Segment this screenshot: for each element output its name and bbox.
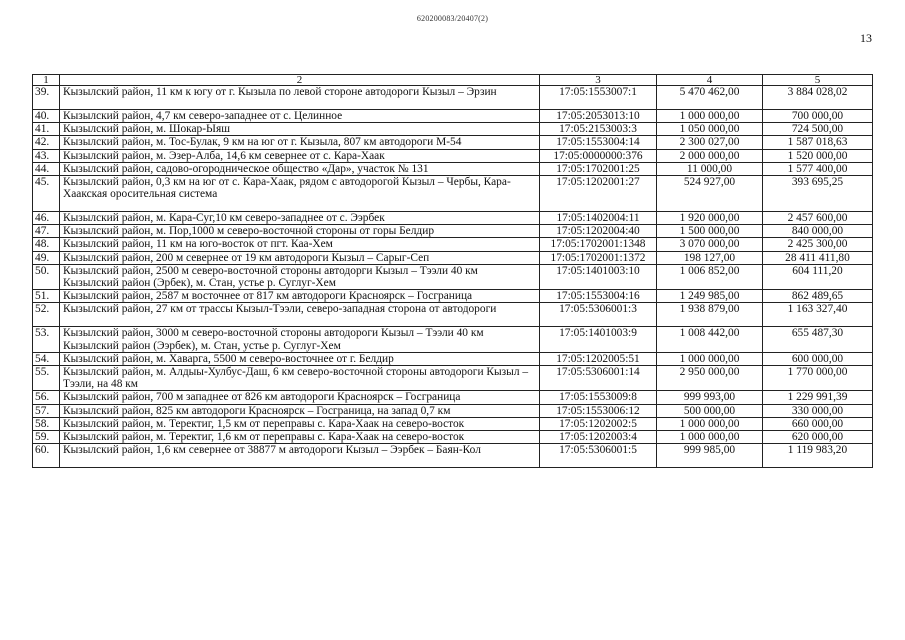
value-b-cell: 1 577 400,00 (763, 162, 873, 175)
table-row (33, 264, 873, 289)
value-b-cell: 862 489,65 (763, 290, 873, 303)
table-row (33, 162, 873, 175)
column-header: 2 (60, 75, 540, 86)
row-number: 47. (33, 225, 60, 238)
table-row (33, 391, 873, 404)
location-cell: Кызылский район, м. Теректиг, 1,5 км от переправы с. Кара-Хаак на северо-восток (60, 417, 540, 430)
row-number: 39. (33, 86, 60, 110)
value-a-cell: 1 008 442,00 (657, 327, 763, 352)
row-number: 45. (33, 176, 60, 212)
value-a-cell: 5 470 462,00 (657, 86, 763, 110)
location-cell: Кызылский район, 27 км от трассы Кызыл-Тээли, северо-западная сторона от автодороги (60, 303, 540, 327)
location-cell: Кызылский район, 1,6 км севернее от 38877 м автодороги Кызыл – Ээрбек – Баян-Кол (60, 444, 540, 468)
table-row (33, 212, 873, 225)
value-a-cell: 1 000 000,00 (657, 431, 763, 444)
location-cell: Кызылский район, 2500 м северо-восточной стороны автодорги Кызыл – Тээли 40 км Кызылский район (Эрбек), м. Стан, устье р. Суглуг-Хем (60, 264, 540, 289)
value-b-cell: 330 000,00 (763, 404, 873, 417)
cadastral-number-cell: 17:05:2153003:3 (540, 123, 657, 136)
table-row (33, 238, 873, 251)
table-row (33, 366, 873, 391)
cadastral-number-cell: 17:05:1202002:5 (540, 417, 657, 430)
location-cell: Кызылский район, 825 км автодороги Красноярск – Госграница, на запад 0,7 км (60, 404, 540, 417)
value-a-cell: 1 500 000,00 (657, 225, 763, 238)
table-row (33, 431, 873, 444)
table-row (33, 149, 873, 162)
value-a-cell: 1 000 000,00 (657, 417, 763, 430)
column-header: 4 (657, 75, 763, 86)
value-b-cell: 840 000,00 (763, 225, 873, 238)
value-a-cell: 999 985,00 (657, 444, 763, 468)
value-b-cell: 1 229 991,39 (763, 391, 873, 404)
row-number: 57. (33, 404, 60, 417)
column-header: 5 (763, 75, 873, 86)
cadastral-number-cell: 17:05:1202004:40 (540, 225, 657, 238)
value-b-cell: 1 520 000,00 (763, 149, 873, 162)
row-number: 54. (33, 352, 60, 365)
cadastral-number-cell: 17:05:1553009:8 (540, 391, 657, 404)
value-b-cell: 1 587 018,63 (763, 136, 873, 149)
row-number: 42. (33, 136, 60, 149)
value-a-cell: 1 249 985,00 (657, 290, 763, 303)
table-row (33, 110, 873, 123)
location-cell: Кызылский район, 11 км к югу от г. Кызыла по левой стороне автодороги Кызыл – Эрзин (60, 86, 540, 110)
column-header: 1 (33, 75, 60, 86)
value-a-cell: 1 000 000,00 (657, 110, 763, 123)
cadastral-number-cell: 17:05:1702001:1372 (540, 251, 657, 264)
row-number: 46. (33, 212, 60, 225)
page-number: 13 (860, 31, 872, 45)
value-a-cell: 1 006 852,00 (657, 264, 763, 289)
land-plots-table (32, 74, 873, 468)
location-cell: Кызылский район, 0,3 км на юг от с. Кара-Хаак, рядом с автодорогой Кызыл – Чербы, Кара-Хаакская оросительная система (60, 176, 540, 212)
value-a-cell: 1 050 000,00 (657, 123, 763, 136)
table-header-row (33, 75, 873, 86)
table-row (33, 136, 873, 149)
location-cell: Кызылский район, 700 м западнее от 826 км автодороги Красноярск – Госграница (60, 391, 540, 404)
location-cell: Кызылский район, 4,7 км северо-западнее от с. Целинное (60, 110, 540, 123)
row-number: 49. (33, 251, 60, 264)
location-cell: Кызылский район, м. Эзер-Алба, 14,6 км севернее от с. Кара-Хаак (60, 149, 540, 162)
location-cell: Кызылский район, 11 км на юго-восток от пгт. Каа-Хем (60, 238, 540, 251)
location-cell: Кызылский район, 2587 м восточнее от 817 км автодороги Красноярск – Госграница (60, 290, 540, 303)
value-a-cell: 999 993,00 (657, 391, 763, 404)
row-number: 50. (33, 264, 60, 289)
cadastral-number-cell: 17:05:1553006:12 (540, 404, 657, 417)
location-cell: Кызылский район, м. Хаварга, 5500 м северо-восточнее от г. Белдир (60, 352, 540, 365)
table-row (33, 417, 873, 430)
cadastral-number-cell: 17:05:5306001:3 (540, 303, 657, 327)
row-number: 52. (33, 303, 60, 327)
value-a-cell: 3 070 000,00 (657, 238, 763, 251)
location-cell: Кызылский район, м. Тос-Булак, 9 км на юг от г. Кызыла, 807 км автодороги М-54 (60, 136, 540, 149)
value-a-cell: 1 920 000,00 (657, 212, 763, 225)
value-b-cell: 604 111,20 (763, 264, 873, 289)
cadastral-number-cell: 17:05:5306001:14 (540, 366, 657, 391)
table-row (33, 86, 873, 110)
value-a-cell: 2 000 000,00 (657, 149, 763, 162)
value-b-cell: 393 695,25 (763, 176, 873, 212)
row-number: 48. (33, 238, 60, 251)
cadastral-number-cell: 17:05:5306001:5 (540, 444, 657, 468)
row-number: 53. (33, 327, 60, 352)
row-number: 43. (33, 149, 60, 162)
location-cell: Кызылский район, м. Пор,1000 м северо-восточной стороны от горы Белдир (60, 225, 540, 238)
value-b-cell: 3 884 028,02 (763, 86, 873, 110)
table-row (33, 225, 873, 238)
value-b-cell: 1 163 327,40 (763, 303, 873, 327)
table-row (33, 290, 873, 303)
value-b-cell: 620 000,00 (763, 431, 873, 444)
value-a-cell: 11 000,00 (657, 162, 763, 175)
value-b-cell: 1 770 000,00 (763, 366, 873, 391)
value-b-cell: 28 411 411,80 (763, 251, 873, 264)
value-b-cell: 660 000,00 (763, 417, 873, 430)
table-row (33, 352, 873, 365)
cadastral-number-cell: 17:05:1702001:1348 (540, 238, 657, 251)
cadastral-number-cell: 17:05:1402004:11 (540, 212, 657, 225)
cadastral-number-cell: 17:05:1202001:27 (540, 176, 657, 212)
value-a-cell: 1 938 879,00 (657, 303, 763, 327)
table-row (33, 303, 873, 327)
cadastral-number-cell: 17:05:2053013:10 (540, 110, 657, 123)
value-a-cell: 198 127,00 (657, 251, 763, 264)
value-b-cell: 600 000,00 (763, 352, 873, 365)
value-a-cell: 524 927,00 (657, 176, 763, 212)
table-row (33, 251, 873, 264)
table-row (33, 327, 873, 352)
value-b-cell: 1 119 983,20 (763, 444, 873, 468)
table-row (33, 123, 873, 136)
row-number: 60. (33, 444, 60, 468)
location-cell: Кызылский район, 3000 м северо-восточной стороны автодороги Кызыл – Тээли 40 км Кызылский район (Ээрбек), м. Стан, устье р. Суглуг-Хем (60, 327, 540, 352)
value-a-cell: 2 300 027,00 (657, 136, 763, 149)
column-header: 3 (540, 75, 657, 86)
row-number: 55. (33, 366, 60, 391)
location-cell: Кызылский район, м. Алдыы-Хулбус-Даш, 6 км северо-восточной стороны автодороги Кызыл – Тээли, на 48 км (60, 366, 540, 391)
value-a-cell: 1 000 000,00 (657, 352, 763, 365)
cadastral-number-cell: 17:05:1401003:9 (540, 327, 657, 352)
value-b-cell: 2 425 300,00 (763, 238, 873, 251)
row-number: 56. (33, 391, 60, 404)
cadastral-number-cell: 17:05:1202005:51 (540, 352, 657, 365)
value-b-cell: 700 000,00 (763, 110, 873, 123)
table-row (33, 176, 873, 212)
location-cell: Кызылский район, 200 м севернее от 19 км автодороги Кызыл – Сарыг-Сеп (60, 251, 540, 264)
table-row (33, 404, 873, 417)
value-b-cell: 724 500,00 (763, 123, 873, 136)
cadastral-number-cell: 17:05:0000000:376 (540, 149, 657, 162)
row-number: 58. (33, 417, 60, 430)
row-number: 44. (33, 162, 60, 175)
row-number: 59. (33, 431, 60, 444)
row-number: 40. (33, 110, 60, 123)
cadastral-number-cell: 17:05:1553004:14 (540, 136, 657, 149)
location-cell: Кызылский район, м. Кара-Суг,10 км северо-западнее от с. Ээрбек (60, 212, 540, 225)
row-number: 51. (33, 290, 60, 303)
cadastral-number-cell: 17:05:1553007:1 (540, 86, 657, 110)
cadastral-number-cell: 17:05:1702001:25 (540, 162, 657, 175)
location-cell: Кызылский район, м. Шокар-Ыяш (60, 123, 540, 136)
value-b-cell: 655 487,30 (763, 327, 873, 352)
location-cell: Кызылский район, м. Теректиг, 1,6 км от переправы с. Кара-Хаак на северо-восток (60, 431, 540, 444)
value-a-cell: 500 000,00 (657, 404, 763, 417)
cadastral-number-cell: 17:05:1202003:4 (540, 431, 657, 444)
value-b-cell: 2 457 600,00 (763, 212, 873, 225)
table-row (33, 444, 873, 468)
document-id: 620200083/20407(2) (416, 14, 489, 23)
cadastral-number-cell: 17:05:1553004:16 (540, 290, 657, 303)
location-cell: Кызылский район, садово-огородническое общество «Дар», участок № 131 (60, 162, 540, 175)
value-a-cell: 2 950 000,00 (657, 366, 763, 391)
cadastral-number-cell: 17:05:1401003:10 (540, 264, 657, 289)
row-number: 41. (33, 123, 60, 136)
